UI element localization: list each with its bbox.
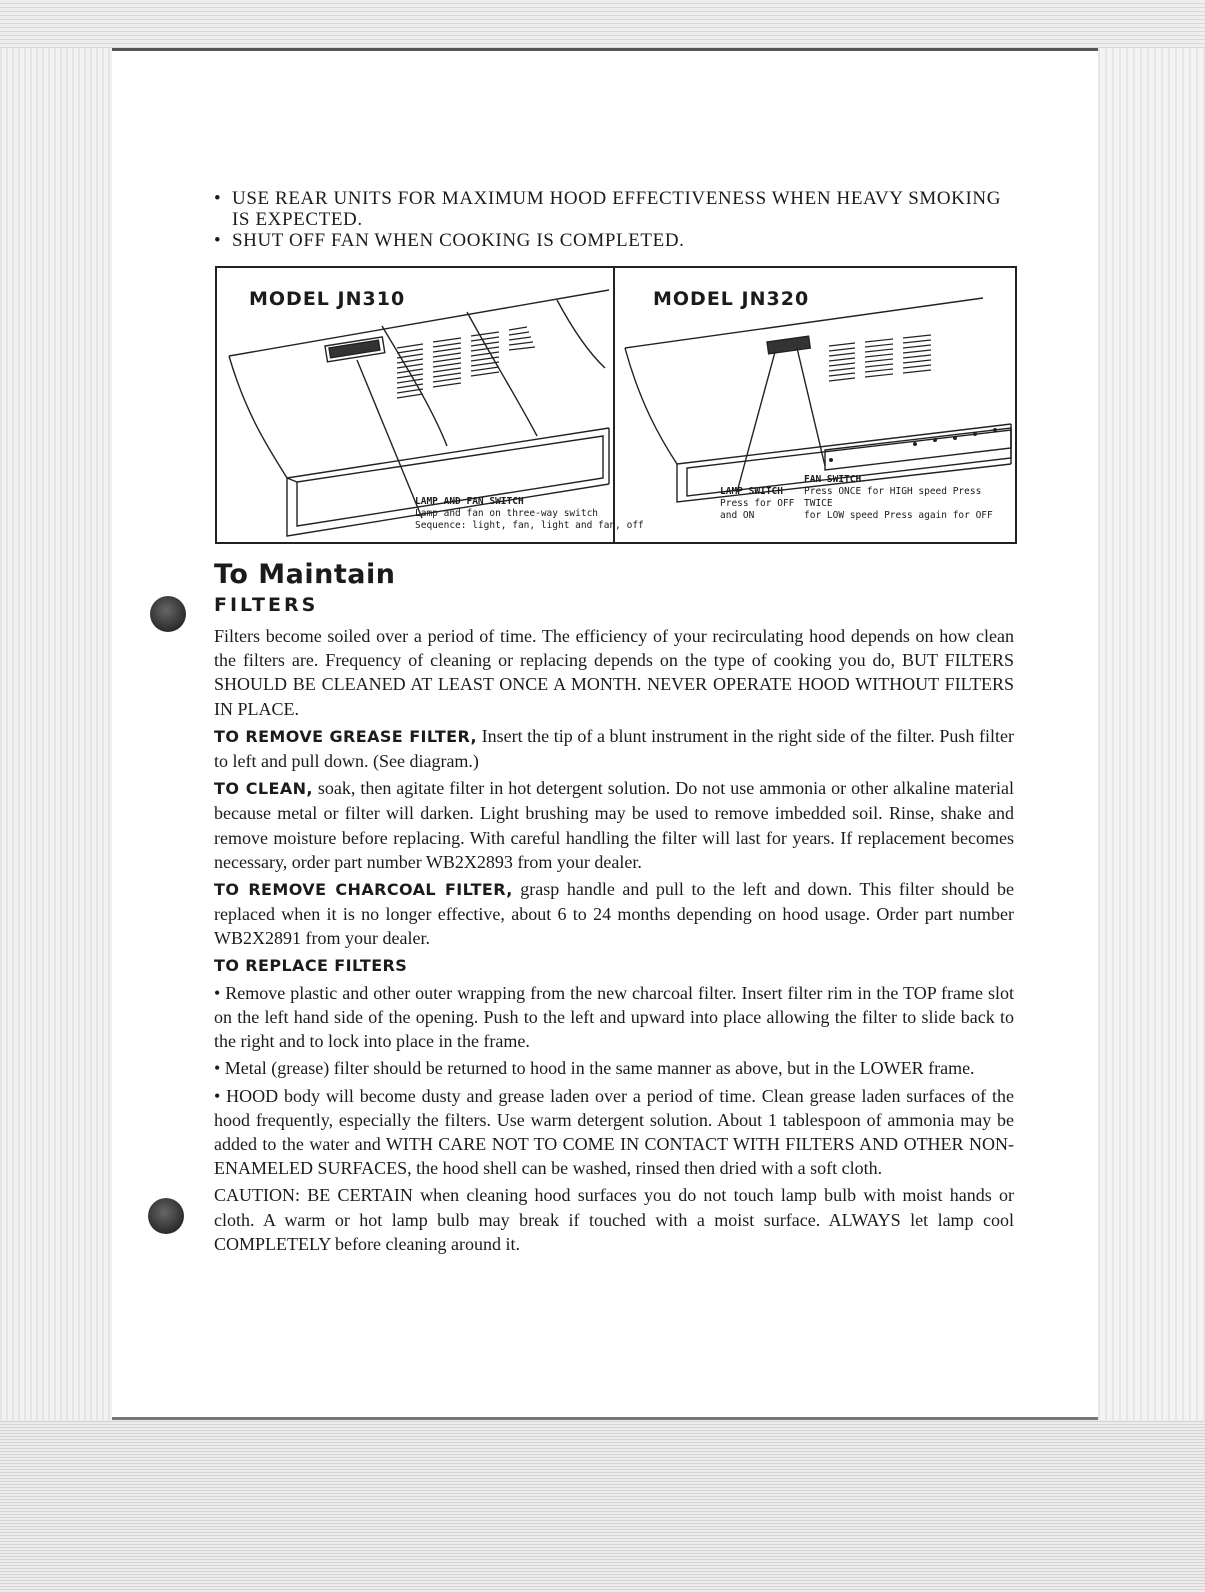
clean-paragraph xyxy=(214,776,1014,874)
binder-hole-top xyxy=(150,596,186,632)
maintenance-text xyxy=(214,624,1014,1259)
clean-text: soak, then agitate filter in hot detergent solution. Do not use ammonia or other alkaline material because metal or filter will darken. Light brushing may be used to remove imbedded soil. Rinse, shake and remove moisture before replacing. With careful handling the filter will last for years. If replacement becomes necessary, order part number WB2X2893 from your dealer. xyxy=(214,778,1014,872)
remove-charcoal-paragraph xyxy=(214,877,1014,951)
tip-rear-units: • USE REAR UNITS FOR MAXIMUM HOOD EFFECTIVENESS WHEN HEAVY SMOKING IS EXPECTED. xyxy=(214,188,1024,230)
jn320-lamp-line2: and ON xyxy=(720,510,755,521)
jn320-lamp-callout xyxy=(720,486,794,522)
jn320-lamp-line1: Press for OFF xyxy=(720,498,795,509)
scan-border-bottom xyxy=(0,1420,1205,1593)
jn310-switch-callout xyxy=(415,496,644,532)
usage-tips xyxy=(214,188,1024,251)
binder-hole-bottom xyxy=(148,1198,184,1234)
remove-grease-paragraph xyxy=(214,724,1014,773)
filters-subtitle: FILTERS xyxy=(214,594,319,616)
remove-grease-lead: TO REMOVE GREASE FILTER, xyxy=(214,726,477,746)
jn320-fan-line1: Press ONCE for HIGH speed Press TWICE xyxy=(804,486,982,509)
manual-page xyxy=(112,48,1098,1420)
jn310-callout-title: LAMP AND FAN SWITCH xyxy=(415,496,524,507)
scan-border-top xyxy=(0,0,1205,48)
caution-paragraph: CAUTION: BE CERTAIN when cleaning hood surfaces you do not touch lamp bulb with moist hands or cloth. A warm or hot lamp bulb may break if touched with a moist surface. ALWAYS let lamp cool COMPLETELY before cleaning around it. xyxy=(214,1185,1014,1254)
jn310-callout-line1: Lamp and fan on three-way switch xyxy=(415,508,599,519)
section-title: To Maintain xyxy=(214,559,396,590)
remove-charcoal-text: grasp handle and pull to the left and down. This filter should be replaced when it is no longer effective, about 6 to 24 months depending on hood usage. Order part number WB2X2891 from your dealer. xyxy=(214,879,1014,949)
jn320-lamp-title: LAMP SWITCH xyxy=(720,486,783,497)
clean-lead: TO CLEAN, xyxy=(214,779,313,799)
replace-step-1: • Remove plastic and other outer wrapping from the new charcoal filter. Insert filter rim in the TOP frame slot on the left hand side of the opening. Push to the left and upward into place allowing the filter to slide back to the right and to lock into place in the frame. xyxy=(214,982,1014,1052)
scan-border-left xyxy=(0,48,112,1420)
page-bottom-rule xyxy=(112,1417,1098,1420)
tip-shut-off-fan: • SHUT OFF FAN WHEN COOKING IS COMPLETED. xyxy=(214,230,1024,251)
remove-grease-text: Insert the tip of a blunt instrument in the right side of the filter. Push filter to left and pull down. (See diagram.) xyxy=(214,725,1015,772)
model-jn310-title: MODEL JN310 xyxy=(249,288,406,310)
model-jn320-title: MODEL JN320 xyxy=(653,288,810,310)
remove-charcoal-lead: TO REMOVE CHARCOAL FILTER, xyxy=(214,880,513,900)
jn320-fan-callout xyxy=(804,474,1015,522)
jn320-fan-title: FAN SWITCH xyxy=(804,474,862,485)
replace-step-2: • Metal (grease) filter should be returned to hood in the same manner as above, but in the LOWER frame. xyxy=(214,1058,975,1079)
jn310-callout-line2: Sequence: light, fan, light and fan, off xyxy=(415,520,644,531)
jn320-fan-line2: for LOW speed Press again for OFF xyxy=(804,510,993,521)
filters-intro: Filters become soiled over a period of time. The efficiency of your recirculating hood depends on how clean the filters are. Frequency of cleaning or replacing depends on the type of cooking you do, BUT FILTERS SHOULD BE CLEANED AT LEAST ONCE A MONTH. NEVER OPERATE HOOD WITHOUT FILTERS IN PLACE. xyxy=(214,626,1014,719)
page-top-rule xyxy=(112,48,1098,51)
replace-filters-heading: TO REPLACE FILTERS xyxy=(214,955,408,975)
hood-models-diagram xyxy=(215,266,1017,544)
scan-border-right xyxy=(1098,48,1205,1420)
hood-body-paragraph: • HOOD body will become dusty and grease laden over a period of time. Clean grease laden surfaces of the hood frequently, especially the filters. Use warm detergent solution. About 1 tablespoon of ammonia may be added to the water and WITH CARE NOT TO COME IN CONTACT WITH FILTERS AND OTHER NON-ENAMELED SURFACES, the hood shell can be washed, rinsed then dried with a soft cloth. xyxy=(214,1085,1014,1179)
